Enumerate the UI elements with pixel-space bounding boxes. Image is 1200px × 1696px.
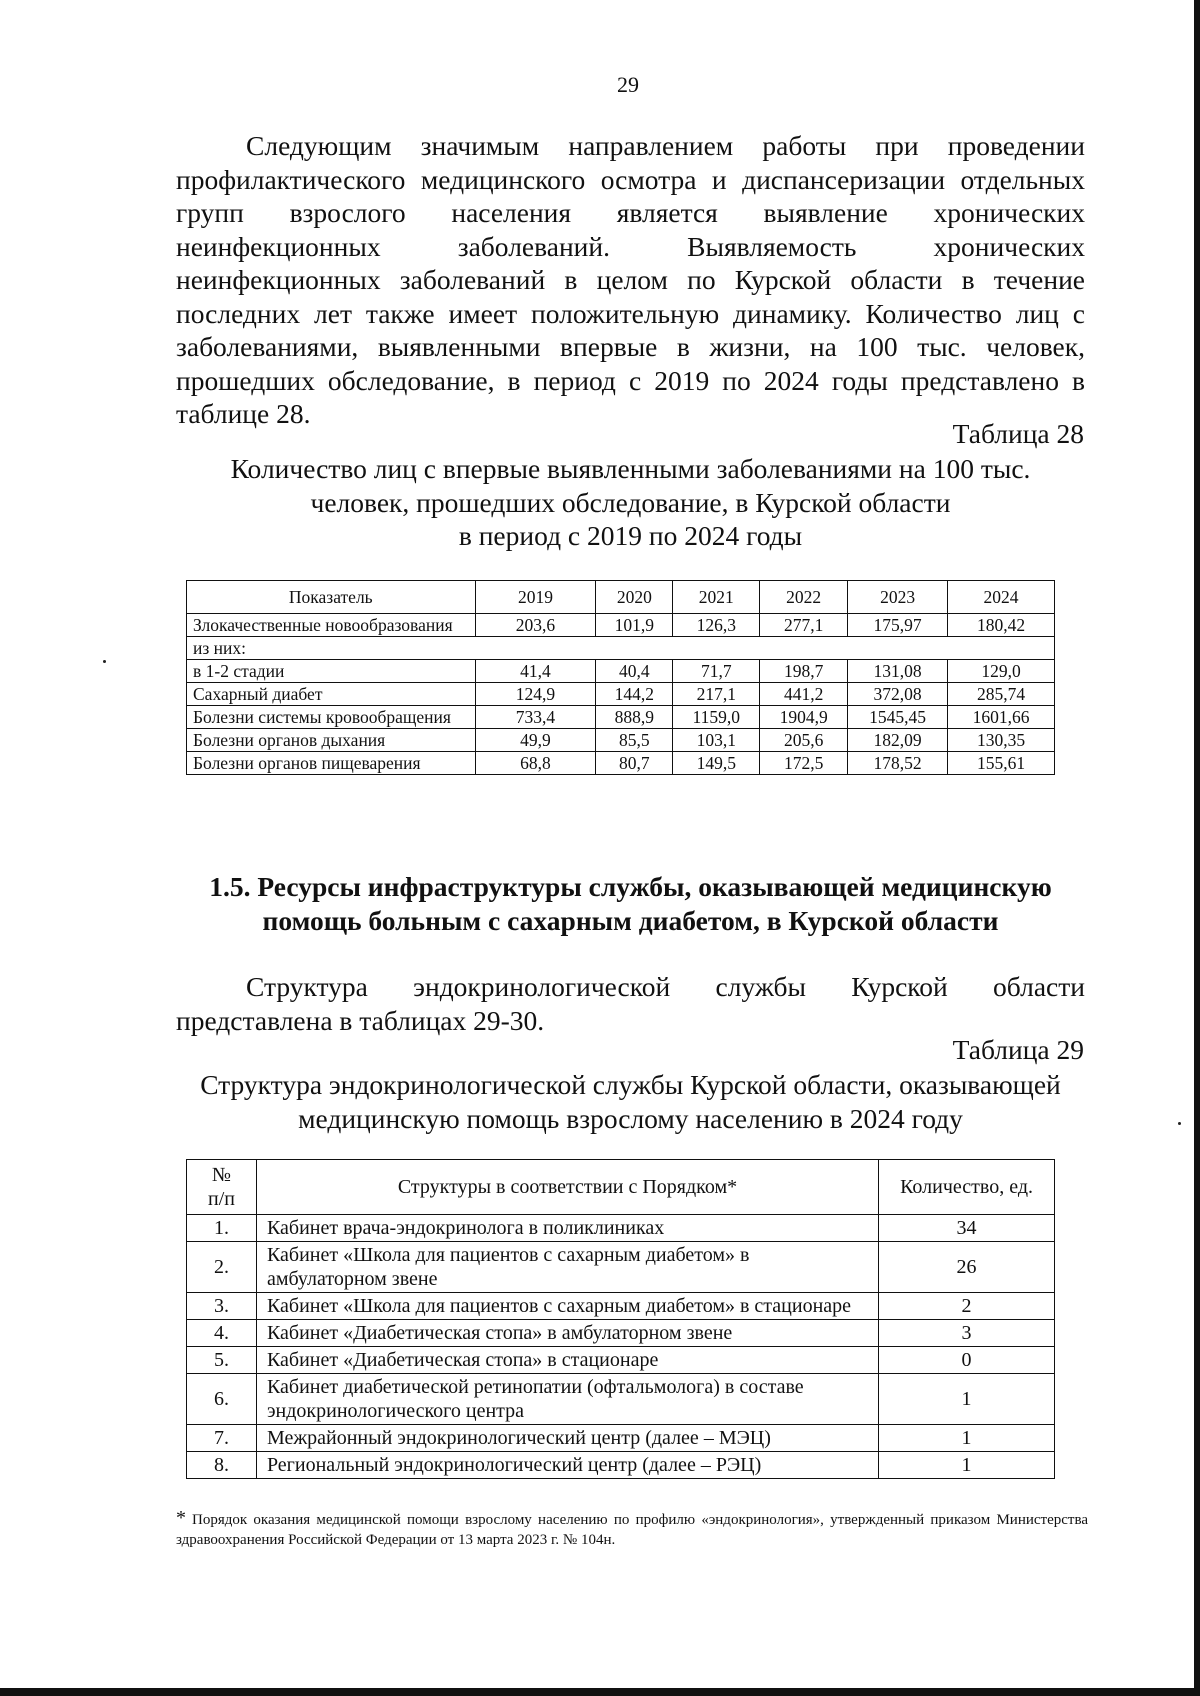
table29-header-count: Количество, ед. [879,1160,1055,1215]
row-label: Болезни органов дыхания [187,729,476,752]
structure-count: 1 [879,1425,1055,1452]
header-num-abbr: п/п [207,1188,235,1210]
cell-value: 198,7 [760,660,848,683]
table-row [187,614,1055,637]
table28-header-cell: 2024 [948,581,1055,614]
cell-value: 101,9 [596,614,673,637]
cell-value: 182,09 [848,729,948,752]
structure-count: 1 [879,1374,1055,1425]
table29-title [176,1068,1085,1135]
cell-value: 372,08 [848,683,948,706]
cell-value: 131,08 [848,660,948,683]
cell-value: 80,7 [596,752,673,775]
table-row [187,729,1055,752]
intro-paragraph: Следующим значимым направлением работы при проведении профилактического медицинского осмотра и диспансеризации отдельных групп взрослого населения является выявление хронических неинфекционных заболеваний. Выявляемость хронических неинфекционных заболеваний в целом по Курской области в течение последних лет также имеет положительную динамику. Количество лиц с заболеваниями, выявленными впервые в жизни, на 100 тыс. человек, прошедших обследование, в период с 2019 по 2024 годы представлено в таблице 28. [176,130,1085,429]
row-number: 5. [187,1347,257,1374]
cell-value: 130,35 [948,729,1055,752]
table28-title-line1: Количество лиц с впервые выявленными заболеваниями на 100 тыс. [230,453,1031,484]
table-row [187,660,1055,683]
scan-speck [103,660,106,663]
cell-value: 1601,66 [948,706,1055,729]
cell-value: 68,8 [475,752,596,775]
scan-border-right [1194,0,1200,1696]
row-label: из них: [187,637,1055,660]
section-heading-line1: 1.5. Ресурсы инфраструктуры службы, оказывающей медицинскую [209,871,1052,902]
table-row [187,1215,1055,1242]
table29-header-num [187,1160,257,1215]
structure-name: Кабинет «Диабетическая стопа» в амбулаторном звене [256,1320,878,1347]
cell-value: 103,1 [673,729,760,752]
row-label: Болезни органов пищеварения [187,752,476,775]
cell-value: 124,9 [475,683,596,706]
row-label: в 1-2 стадии [187,660,476,683]
cell-value: 277,1 [760,614,848,637]
table-row [187,1452,1055,1479]
structure-name: Кабинет врача-эндокринолога в поликлиниках [256,1215,878,1242]
structure-count: 0 [879,1347,1055,1374]
row-number: 2. [187,1242,257,1293]
row-number: 8. [187,1452,257,1479]
table28-title-line2: человек, прошедших обследование, в Курской области [310,486,951,518]
table28-header-cell: Показатель [187,581,476,614]
header-num-symbol: № [211,1164,232,1186]
cell-value: 71,7 [673,660,760,683]
table28-header-cell: 2021 [673,581,760,614]
cell-value: 172,5 [760,752,848,775]
cell-value: 85,5 [596,729,673,752]
cell-value: 285,74 [948,683,1055,706]
table28-header-cell: 2020 [596,581,673,614]
table-row [187,1293,1055,1320]
table-row [187,683,1055,706]
row-label: Болезни системы кровообращения [187,706,476,729]
structure-name: Региональный эндокринологический центр (далее – РЭЦ) [256,1452,878,1479]
table-row [187,706,1055,729]
cell-value: 40,4 [596,660,673,683]
cell-value: 733,4 [475,706,596,729]
table-row [187,1242,1055,1293]
row-number: 6. [187,1374,257,1425]
cell-value: 1159,0 [673,706,760,729]
cell-value: 129,0 [948,660,1055,683]
cell-value: 441,2 [760,683,848,706]
table28 [186,580,1055,775]
cell-value: 1904,9 [760,706,848,729]
table-row [187,1320,1055,1347]
page-number: 29 [617,72,639,97]
table28-title [176,452,1085,553]
table28-label: Таблица 28 [952,418,1084,449]
table29 [186,1159,1055,1479]
cell-value: 41,4 [475,660,596,683]
row-number: 1. [187,1215,257,1242]
scan-border-bottom [0,1688,1200,1696]
structure-name: Межрайонный эндокринологический центр (далее – МЭЦ) [256,1425,878,1452]
cell-value: 217,1 [673,683,760,706]
cell-value: 149,5 [673,752,760,775]
table-row [187,1347,1055,1374]
structure-paragraph: Структура эндокринологической службы Курской области представлена в таблицах 29-30. [176,971,1085,1036]
row-number: 7. [187,1425,257,1452]
cell-value: 144,2 [596,683,673,706]
structure-name: Кабинет диабетической ретинопатии (офтальмолога) в составе эндокринологического центра [256,1374,878,1425]
structure-count: 34 [879,1215,1055,1242]
footnote [176,1508,1088,1550]
cell-value: 1545,45 [848,706,948,729]
table28-title-line3: в период с 2019 по 2024 годы [458,520,803,551]
footnote-star: * [176,1507,186,1529]
table29-title-line2: медицинскую помощь взрослому населению в 2024 году [298,1102,963,1134]
structure-count: 1 [879,1452,1055,1479]
section-heading-line2: помощь больным с сахарным диабетом, в Курской области [262,905,999,936]
structure-name: Кабинет «Школа для пациентов с сахарным диабетом» в стационаре [256,1293,878,1320]
cell-value: 155,61 [948,752,1055,775]
structure-count: 3 [879,1320,1055,1347]
structure-count: 26 [879,1242,1055,1293]
cell-value: 888,9 [596,706,673,729]
table29-title-line1: Структура эндокринологической службы Курской области, оказывающей [200,1069,1061,1100]
table28-header-cell: 2019 [475,581,596,614]
table29-header-row [187,1160,1055,1215]
table28-header-row [187,581,1055,614]
cell-value: 126,3 [673,614,760,637]
row-label: Сахарный диабет [187,683,476,706]
scan-speck [1178,1122,1181,1125]
table29-header-structure: Структуры в соответствии с Порядком* [256,1160,878,1215]
structure-name: Кабинет «Диабетическая стопа» в стационаре [256,1347,878,1374]
cell-value: 49,9 [475,729,596,752]
row-label: Злокачественные новообразования [187,614,476,637]
table-row [187,637,1055,660]
table29-label: Таблица 29 [952,1034,1084,1065]
table28-header-cell: 2022 [760,581,848,614]
structure-count: 2 [879,1293,1055,1320]
row-number: 4. [187,1320,257,1347]
cell-value: 205,6 [760,729,848,752]
cell-value: 175,97 [848,614,948,637]
table28-header-cell: 2023 [848,581,948,614]
table-row [187,1425,1055,1452]
row-number: 3. [187,1293,257,1320]
cell-value: 203,6 [475,614,596,637]
section-heading [176,870,1085,938]
cell-value: 178,52 [848,752,948,775]
cell-value: 180,42 [948,614,1055,637]
table-row [187,752,1055,775]
footnote-text: Порядок оказания медицинской помощи взрослому населению по профилю «эндокринология», утвержденный приказом Министерства здравоохранения Российской Федерации от 13 марта 2023 г. № 104н. [176,1512,1088,1548]
structure-name: Кабинет «Школа для пациентов с сахарным диабетом» в амбулаторном звене [256,1242,878,1293]
table-row [187,1374,1055,1425]
